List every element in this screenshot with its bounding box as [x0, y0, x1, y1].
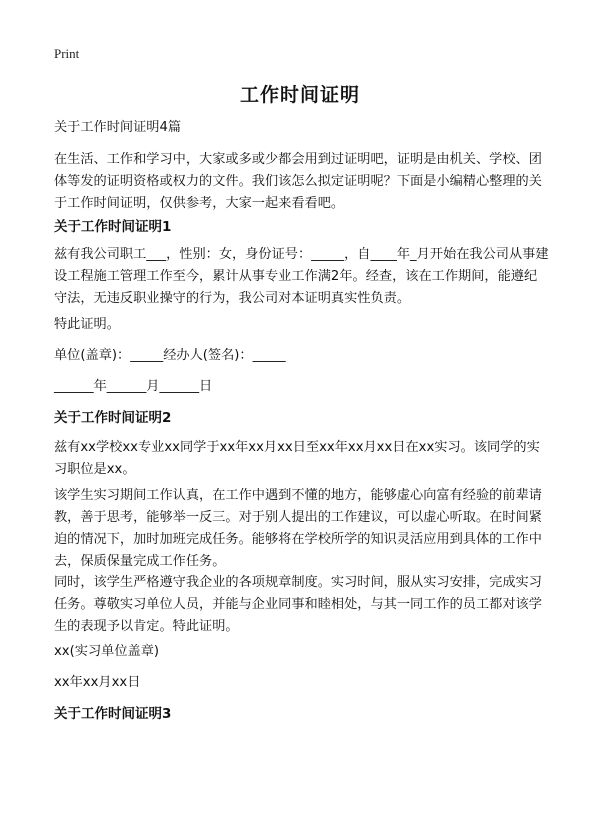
- section3-heading: 关于工作时间证明3: [54, 706, 172, 722]
- section1-heading: 关于工作时间证明1: [54, 219, 172, 235]
- section1-date: ______年______月______日: [54, 379, 213, 394]
- section2-paragraph-3: 同时，该学生严格遵守我企业的各项规章制度。实习时间，服从实习安排，完成实习任务。尊敬实习单位人员，并能与企业同事和睦相处，与其一同工作的员工都对该学生的表现予以肯定。特此证明。: [54, 575, 542, 634]
- print-link[interactable]: Print: [54, 46, 80, 61]
- section1-body: 兹有我公司职工___，性别：女，身份证号：_____，自____年_月开始在我公司从事建设工程施工管理工作至今，累计从事专业工作满2年。经查，该在工作期间，能遵纪守法，无违反职业操守的行为，我公司对本证明真实性负责。: [54, 247, 549, 306]
- intro-title: 关于工作时间证明4篇: [54, 120, 182, 135]
- section1-special: 特此证明。: [54, 317, 120, 332]
- section2-paragraph-2: 该学生实习期间工作认真，在工作中遇到不懂的地方，能够虚心向富有经验的前辈请教，善于思考，能够举一反三。对于别人提出的工作建议，可以虚心听取。在时间紧迫的情况下，加时加班完成任务。能够将在学校所学的知识灵活应用到具体的工作中去，保质保量完成工作任务。: [54, 488, 542, 569]
- section2-stamp: xx(实习单位盖章): [54, 644, 160, 659]
- section2-date: xx年xx月xx日: [54, 675, 141, 690]
- section2-heading: 关于工作时间证明2: [54, 410, 172, 426]
- document-title: 工作时间证明: [239, 84, 360, 106]
- section1-signature: 单位(盖章)：_____经办人(签名)：_____: [54, 348, 286, 363]
- intro-paragraph: 在生活、工作和学习中，大家或多或少都会用到过证明吧，证明是由机关、学校、团体等发的证明资格或权力的文件。我们该怎么拟定证明呢？下面是小编精心整理的关于工作时间证明，仅供参考，大家一起来看看吧。: [54, 152, 542, 211]
- section2-paragraph-1: 兹有xx学校xx专业xx同学于xx年xx月xx日至xx年xx月xx日在xx实习。该同学的实习职位是xx。: [54, 440, 540, 477]
